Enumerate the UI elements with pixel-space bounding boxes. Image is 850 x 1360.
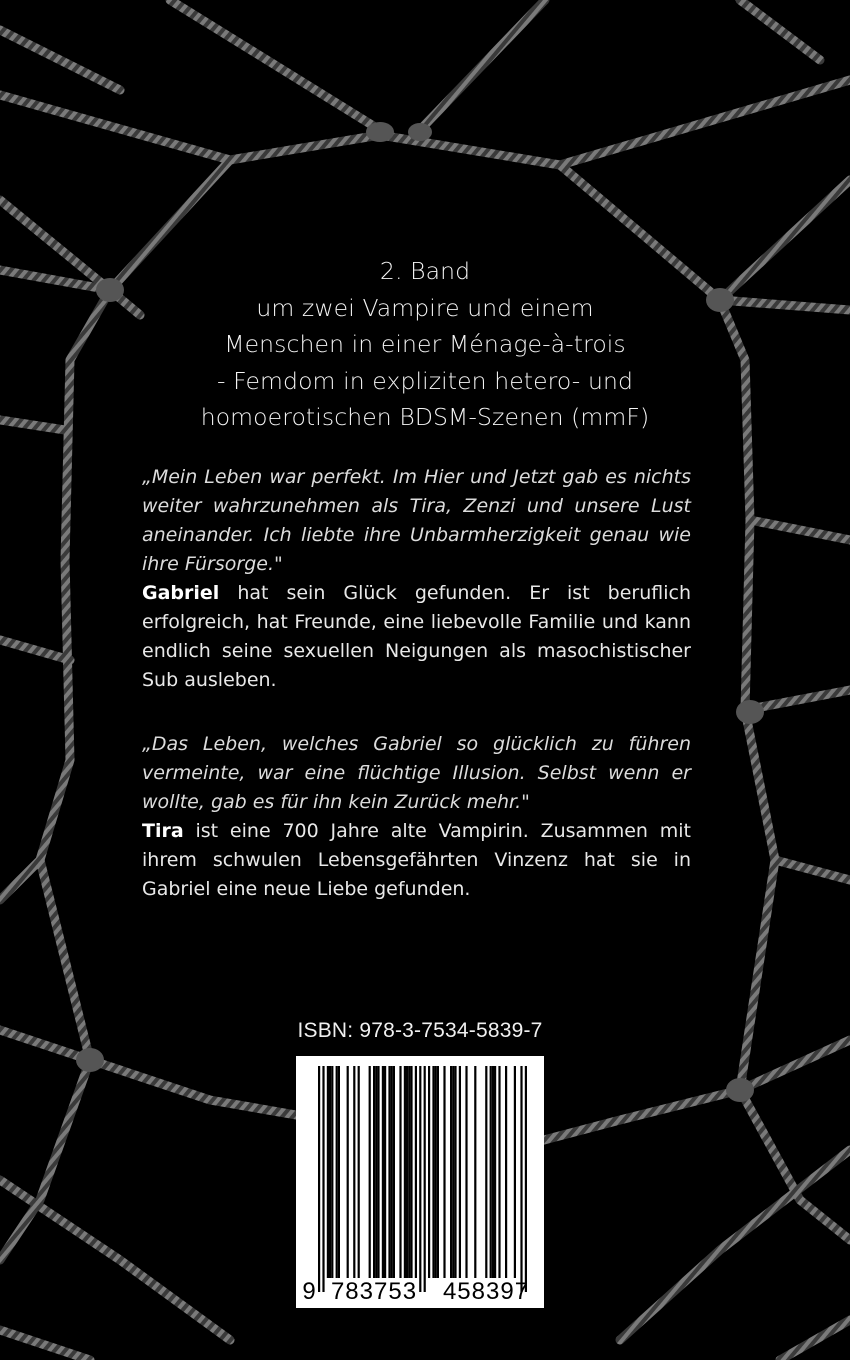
blurb-gabriel (142, 463, 691, 695)
barcode-digits (296, 1278, 544, 1306)
barcode-bar (347, 1066, 349, 1278)
barcode-bar (388, 1066, 390, 1278)
character-name: Tira (142, 820, 184, 842)
barcode-bar (399, 1066, 401, 1278)
barcode-bar (494, 1066, 496, 1278)
barcode-bar (465, 1066, 467, 1278)
barcode-bar (410, 1066, 412, 1278)
barcode-bar (437, 1066, 439, 1278)
barcode-bar (338, 1066, 340, 1278)
barcode-bar (492, 1066, 494, 1278)
barcode-bar (525, 1066, 527, 1292)
barcode-bar (369, 1066, 371, 1278)
character-name: Gabriel (142, 582, 220, 604)
barcode-bars (296, 1056, 544, 1308)
barcode-bar (432, 1066, 434, 1278)
headline-line: homoerotischen BDSM-Szenen (mmF) (200, 403, 650, 431)
barcode-bar (358, 1066, 360, 1278)
barcode-bar (415, 1066, 417, 1278)
barcode-bar (459, 1066, 461, 1278)
barcode-bar (382, 1066, 384, 1278)
barcode-bar (322, 1066, 324, 1292)
barcode-left-group: 783753 (330, 1278, 418, 1305)
barcode-bar (419, 1066, 421, 1292)
barcode-bar (377, 1066, 379, 1278)
headline (140, 253, 710, 436)
barcode-right-group: 458397 (442, 1278, 530, 1305)
barcode-bar (435, 1066, 437, 1278)
blurb-quote: „Mein Leben war perfekt. Im Hier und Jetzt gab es nichts weiter wahrzunehmen als Tira, Zenzi und unsere Lust aneinander. Ich liebte ihre Unbarmherzigkeit genau wie ihre Fürsorge." (142, 466, 691, 575)
barcode-bar (514, 1066, 516, 1278)
barcode-bar (485, 1066, 487, 1278)
barcode-bar (327, 1066, 329, 1278)
headline-line: Menschen in einer Ménage-à-trois (224, 330, 626, 358)
barcode-bar (373, 1066, 375, 1278)
headline-line: - Femdom in expliziten hetero- und (217, 366, 633, 395)
headline-line: 2. Band (379, 257, 471, 285)
blurb-text: ist eine 700 Jahre alte Vampirin. Zusammen mit ihrem schwulen Lebensgefährten Vinzenz hat sie in Gabriel eine neue Liebe gefunden. (142, 820, 691, 900)
barcode (296, 1056, 544, 1308)
barcode-bar (375, 1066, 377, 1278)
blurb-text: hat sein Glück gefunden. Er ist beruflich erfolgreich, hat Freunde, eine liebevolle Familie und kann endlich seine sexuellen Neigungen als masochistischer Sub ausleben. (142, 582, 691, 691)
isbn-label: ISBN: 978-3-7534-5839-7 (297, 1019, 543, 1042)
barcode-bar (520, 1066, 522, 1292)
barcode-bar (498, 1066, 500, 1278)
barcode-bar (329, 1066, 331, 1278)
barcode-bar (384, 1066, 386, 1278)
barcode-bar (391, 1066, 393, 1278)
barcode-bar (505, 1066, 507, 1278)
barcode-bar (490, 1066, 492, 1278)
headline-line: um zwei Vampire und einem (256, 293, 594, 322)
blurb-tira (142, 730, 691, 904)
barcode-bar (443, 1066, 445, 1278)
barcode-bar (331, 1066, 333, 1278)
barcode-bar (474, 1066, 476, 1278)
barcode-bar (353, 1066, 355, 1278)
barcode-bar (454, 1066, 456, 1278)
barcode-bar (452, 1066, 454, 1278)
blurb-quote: „Das Leben, welches Gabriel so glücklich zu führen vermeinte, war eine flüchtige Illusion. Selbst wenn er wollte, gab es für ihn kein Zurück mehr." (142, 733, 691, 813)
barcode-bar (406, 1066, 408, 1278)
barcode-bar (318, 1066, 320, 1292)
barcode-bar (428, 1066, 430, 1278)
barcode-bar (424, 1066, 426, 1292)
barcode-bar (336, 1066, 338, 1278)
barcode-bar (450, 1066, 452, 1278)
barcode-bar (408, 1066, 410, 1278)
barcode-bar (393, 1066, 395, 1278)
barcode-bar (404, 1066, 406, 1278)
barcode-first-digit: 9 (302, 1278, 316, 1305)
